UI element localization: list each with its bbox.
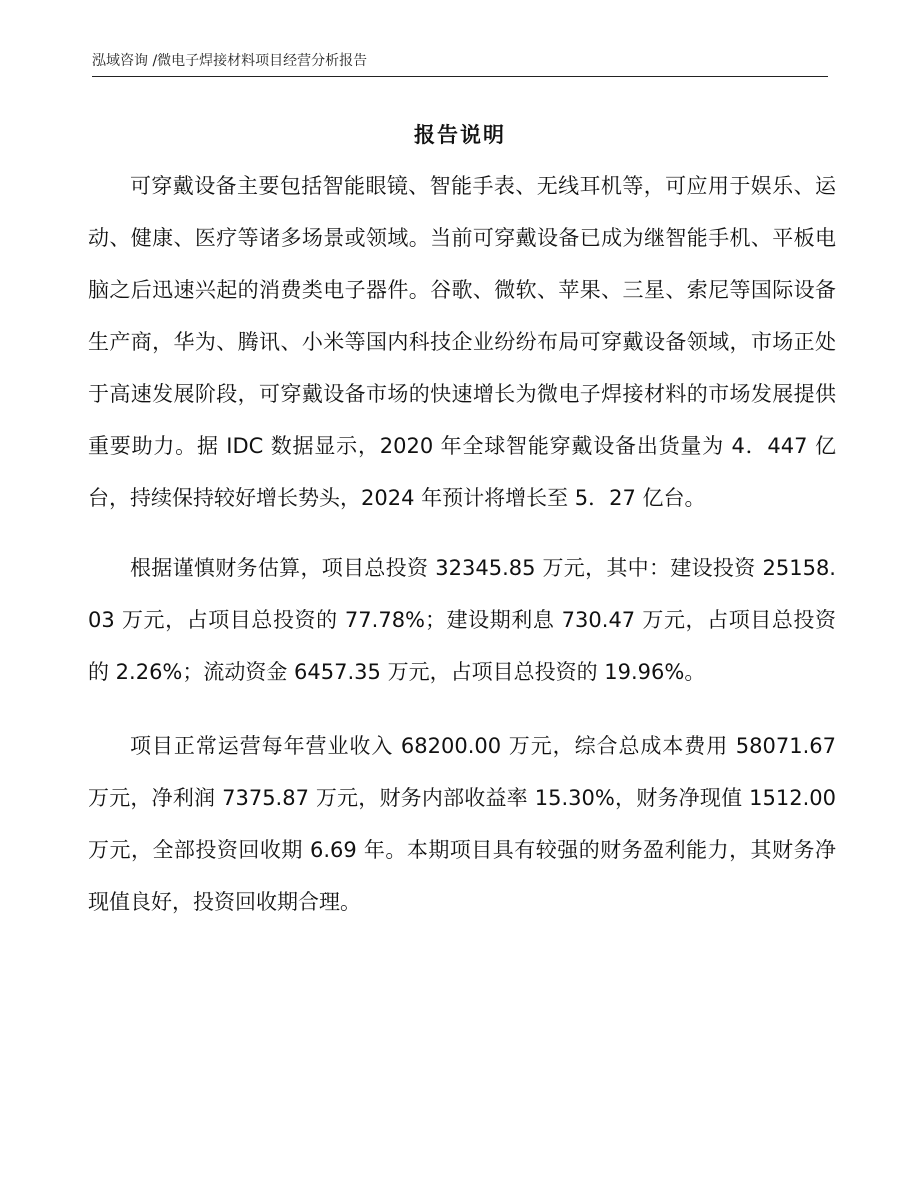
running-header: 泓域咨询 /微电子焊接材料项目经营分析报告 bbox=[92, 53, 368, 69]
body-text bbox=[88, 160, 836, 950]
paragraph-financial-returns: 项目正常运营每年营业收入 68200.00 万元，综合总成本费用 58071.67 万元，净利润 7375.87 万元，财务内部收益率 15.30%，财务净现值 1512.00 万元，全部投资回收期 6.69 年。本期项目具有较强的财务盈利能力，其财务净现值良好，投资回收期合理。 bbox=[88, 734, 836, 914]
paragraph-market-background: 可穿戴设备主要包括智能眼镜、智能手表、无线耳机等，可应用于娱乐、运动、健康、医疗等诸多场景或领域。当前可穿戴设备已成为继智能手机、平板电脑之后迅速兴起的消费类电子器件。谷歌、微软、苹果、三星、索尼等国际设备生产商，华为、腾讯、小米等国内科技企业纷纷布局可穿戴设备领域，市场正处于高速发展阶段，可穿戴设备市场的快速增长为微电子焊接材料的市场发展提供重要助力。据 IDC 数据显示，2020 年全球智能穿戴设备出货量为 4．447 亿台，持续保持较好增长势头，2024 年预计将增长至 5．27 亿台。 bbox=[88, 174, 836, 510]
page-title: 报告说明 bbox=[414, 123, 506, 147]
paragraph-investment-estimate: 根据谨慎财务估算，项目总投资 32345.85 万元，其中：建设投资 25158.03 万元，占项目总投资的 77.78%；建设期利息 730.47 万元，占项目总投资的 2.26%；流动资金 6457.35 万元，占项目总投资的 19.96%。 bbox=[88, 556, 836, 684]
header-divider bbox=[92, 76, 828, 77]
